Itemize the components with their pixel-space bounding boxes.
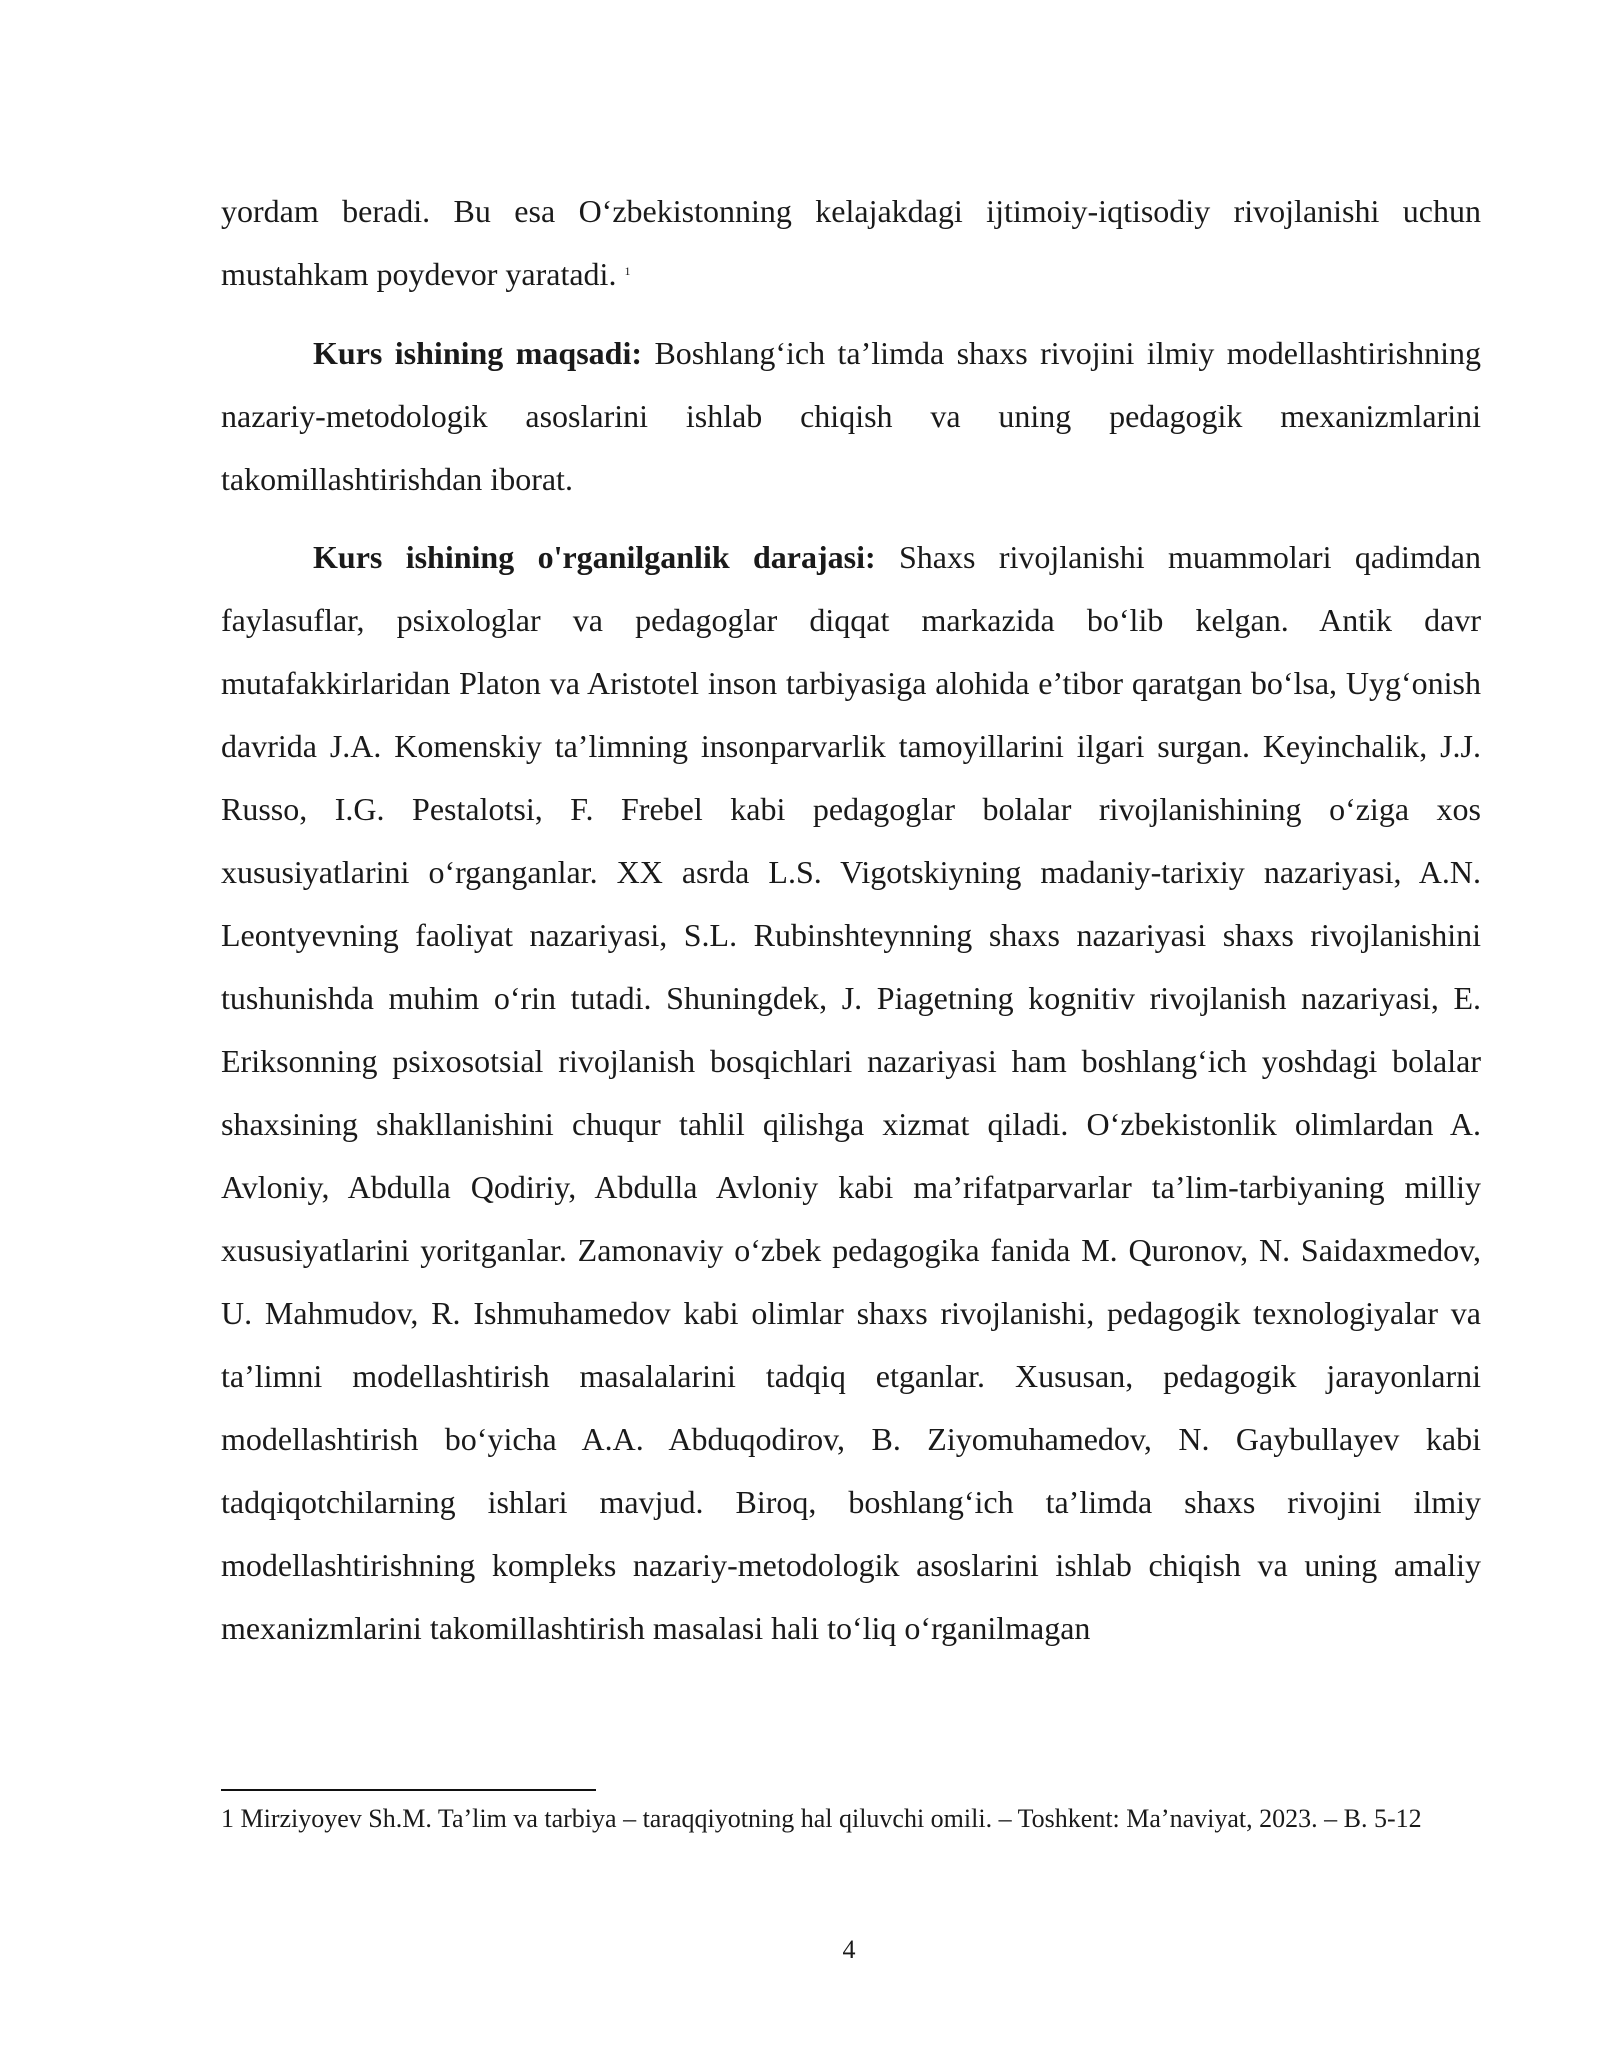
paragraph-intro (221, 180, 1481, 306)
page-number: 4 (842, 1935, 856, 1964)
goal-heading: Kurs ishining maqsadi: (313, 335, 642, 371)
study-level-text: Shaxs rivojlanishi muammolari qadimdan faylasuflar, psixologlar va pedagoglar diqqat markazida bo‘lib kelgan. Antik davr mutafakkirlaridan Platon va Aristotel inson tarbiyasiga alohida e’tibor qaratgan bo‘lsa, Uyg‘onish davrida J.A. Komenskiy ta’limning insonparvarlik tamoyillarini ilgari surgan. Keyinchalik, J.J. Russo, I.G. Pestalotsi, F. Frebel kabi pedagoglar bolalar rivojlanishining o‘ziga xos xususiyatlarini o‘rganganlar. XX asrda L.S. Vigotskiyning madaniy-tarixiy nazariyasi, A.N. Leontyevning faoliyat nazariyasi, S.L. Rubinshteynning shaxs nazariyasi shaxs rivojlanishini tushunishda muhim o‘rin tutadi. Shuningdek, J. Piagetning kognitiv rivojlanish nazariyasi, E. Eriksonning psixosotsial rivojlanish bosqichlari nazariyasi ham boshlang‘ich yoshdagi bolalar shaxsining shakllanishini chuqur tahlil qilishga xizmat qiladi. O‘zbekistonlik olimlardan A. Avloniy, Abdulla Qodiriy, Abdulla Avloniy kabi ma’rifatparvarlar ta’lim-tarbiyaning milliy xususiyatlarini yoritganlar. Zamonaviy o‘zbek pedagogika fanida M. Quronov, N. Saidaxmedov, U. Mahmudov, R. Ishmuhamedov kabi olimlar shaxs rivojlanishi, pedagogik texnologiyalar va ta’limni modellashtirish masalalarini tadqiq etganlar. Xususan, pedagogik jarayonlarni modellashtirish bo‘yicha A.A. Abduqodirov, B. Ziyomuhamedov, N. Gaybullayev kabi tadqiqotchilarning ishlari mavjud. Biroq, boshlang‘ich ta’limda shaxs rivojini ilmiy modellashtirishning kompleks nazariy-metodologik asoslarini ishlab chiqish va uning amaliy mexanizmlarini takomillashtirish masalasi hali to‘liq o‘rganilmagan (221, 539, 1481, 1646)
paragraph-goal (221, 322, 1481, 511)
paragraph-study-level (221, 526, 1481, 1660)
goal-text: Boshlang‘ich ta’limda shaxs rivojini ilmiy modellashtirishning nazariy-metodologik asoslarini ishlab chiqish va uning pedagogik mexanizmlarini takomillashtirishdan iborat. (221, 335, 1482, 497)
footnote: 1 Mirziyoyev Sh.M. Ta’lim va tarbiya – taraqqiyotning hal qiluvchi omili. – Toshkent: Ma’naviyat, 2023. – B. 5-12 (221, 1804, 1422, 1833)
paragraph-intro-text: yordam beradi. Bu esa O‘zbekistonning kelajakdagi ijtimoiy-iqtisodiy rivojlanishi uchun mustahkam poydevor yaratadi. (221, 193, 1481, 292)
footnote-separator (221, 1789, 596, 1791)
study-level-heading: Kurs ishining o'rganilganlik darajasi: (313, 539, 876, 575)
footnote-reference[interactable]: 1 (624, 264, 631, 278)
